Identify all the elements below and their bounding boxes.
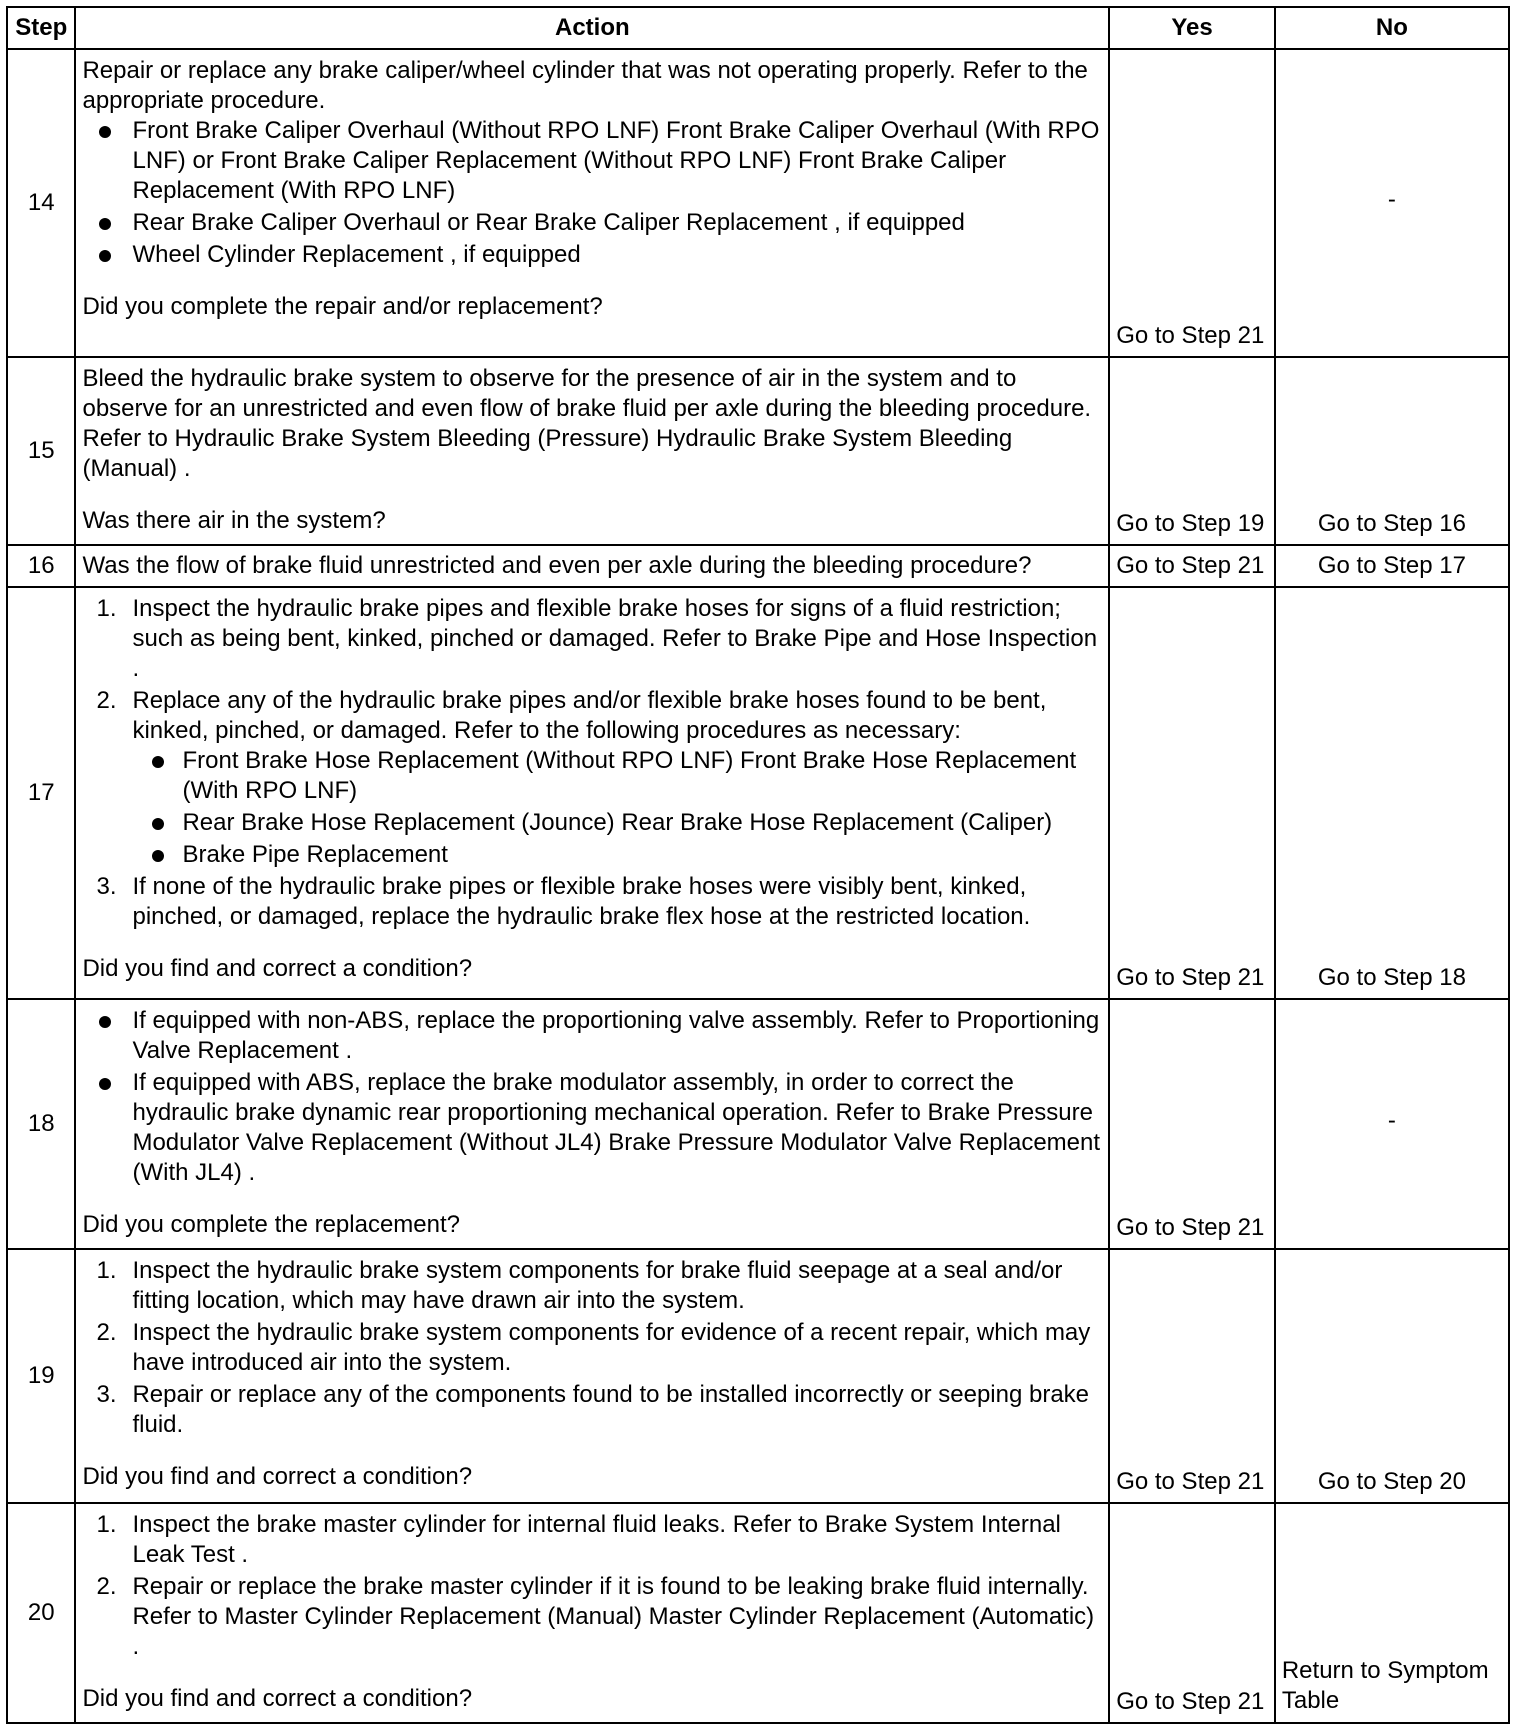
no-cell: Go to Step 20	[1275, 1249, 1509, 1503]
bullet-list	[82, 116, 1104, 270]
item-text: If none of the hydraulic brake pipes or flexible brake hoses were visibly bent, kinked, pinched, or damaged, replace the hydraulic brake flex hose at the restricted location.	[132, 873, 1031, 930]
header-action: Action	[75, 7, 1109, 49]
list-item	[96, 594, 1104, 684]
list-item	[96, 1510, 1104, 1570]
item-text: Inspect the hydraulic brake system components for brake fluid seepage at a seal and/or fitting location, which may have drawn air into the system.	[132, 1257, 1063, 1314]
action-question: Did you find and correct a condition?	[82, 1685, 473, 1712]
diagnostic-table-page	[6, 6, 1510, 1720]
item-text: Replace any of the hydraulic brake pipes and/or flexible brake hoses found to be bent, kinked, pinched, or damaged. Refer to the following procedures as necessary:	[132, 687, 1047, 744]
header-yes: Yes	[1109, 7, 1275, 49]
item-number: 2.	[96, 1573, 117, 1600]
header-row	[7, 7, 1509, 49]
item-number: 3.	[96, 873, 117, 900]
yes-cell: Go to Step 21	[1109, 587, 1275, 999]
action-intro: Repair or replace any brake caliper/wheel cylinder that was not operating properly. Refer to the appropriate procedure.	[82, 57, 1088, 114]
action-question: Did you find and correct a condition?	[82, 1463, 473, 1490]
header-no: No	[1275, 7, 1509, 49]
action-question: Did you complete the repair and/or replacement?	[82, 293, 603, 320]
yes-cell: Go to Step 21	[1109, 1503, 1275, 1723]
action-question: Was the flow of brake fluid unrestricted and even per axle during the bleeding procedure?	[82, 552, 1032, 579]
step-number: 14	[7, 49, 75, 357]
action-cell	[75, 357, 1109, 545]
list-item: Rear Brake Hose Replacement (Jounce) Rear Brake Hose Replacement (Caliper)	[182, 808, 1104, 838]
list-item: If equipped with non-ABS, replace the proportioning valve assembly. Refer to Proportioning Valve Replacement .	[132, 1006, 1104, 1066]
list-item: Front Brake Hose Replacement (Without RPO LNF) Front Brake Hose Replacement (With RPO LNF)	[182, 746, 1104, 806]
item-text: Repair or replace the brake master cylinder if it is found to be leaking brake fluid internally. Refer to Master Cylinder Replacement (Manual) Master Cylinder Replacement (Automatic) .	[132, 1573, 1095, 1660]
yes-cell: Go to Step 21	[1109, 999, 1275, 1249]
list-item: If equipped with ABS, replace the brake modulator assembly, in order to correct the hydraulic brake dynamic rear proportioning mechanical operation. Refer to Brake Pressure Modulator Valve Replacement (Without JL4) Brake Pressure Modulator Valve Replacement (With JL4) .	[132, 1068, 1104, 1188]
item-text: Inspect the hydraulic brake pipes and flexible brake hoses for signs of a fluid restriction; such as being bent, kinked, pinched or damaged. Refer to Brake Pipe and Hose Inspection .	[132, 595, 1098, 682]
action-intro: Bleed the hydraulic brake system to observe for the presence of air in the system and to observe for an unrestricted and even flow of brake fluid per axle during the bleeding procedure. Refer to Hydraulic Brake System Bleeding (Pressure) Hydraulic Brake System Bleeding (Manual) .	[82, 365, 1092, 482]
step-number: 16	[7, 545, 75, 587]
numbered-list	[82, 1256, 1104, 1440]
yes-cell: Go to Step 19	[1109, 357, 1275, 545]
table-row-step-20	[7, 1503, 1509, 1723]
numbered-list	[82, 594, 1104, 932]
no-cell: Go to Step 17	[1275, 545, 1509, 587]
no-cell: -	[1275, 999, 1509, 1249]
item-text: Inspect the hydraulic brake system components for evidence of a recent repair, which may have introduced air into the system.	[132, 1319, 1091, 1376]
yes-cell: Go to Step 21	[1109, 1249, 1275, 1503]
item-text: Inspect the brake master cylinder for internal fluid leaks. Refer to Brake System Internal Leak Test .	[132, 1511, 1061, 1568]
action-cell	[75, 49, 1109, 357]
step-number: 18	[7, 999, 75, 1249]
step-number: 19	[7, 1249, 75, 1503]
list-item	[96, 1380, 1104, 1440]
diagnostic-table	[6, 6, 1510, 1724]
action-question: Did you complete the replacement?	[82, 1211, 461, 1238]
table-row-step-15	[7, 357, 1509, 545]
table-row-step-14	[7, 49, 1509, 357]
list-item	[96, 872, 1104, 932]
item-number: 1.	[96, 595, 117, 622]
item-number: 1.	[96, 1511, 117, 1538]
list-item: Rear Brake Caliper Overhaul or Rear Brake Caliper Replacement , if equipped	[132, 208, 1104, 238]
step-number: 17	[7, 587, 75, 999]
header-step: Step	[7, 7, 75, 49]
action-cell	[75, 1249, 1109, 1503]
no-cell: Go to Step 18	[1275, 587, 1509, 999]
numbered-list	[82, 1510, 1104, 1662]
bullet-list	[82, 1006, 1104, 1188]
item-text: Repair or replace any of the components found to be installed incorrectly or seeping brake fluid.	[132, 1381, 1090, 1438]
item-number: 3.	[96, 1381, 117, 1408]
list-item: Brake Pipe Replacement	[182, 840, 1104, 870]
table-row-step-19	[7, 1249, 1509, 1503]
list-item	[96, 1572, 1104, 1662]
step-number: 20	[7, 1503, 75, 1723]
action-cell	[75, 545, 1109, 587]
list-item	[96, 1256, 1104, 1316]
action-question: Did you find and correct a condition?	[82, 955, 473, 982]
no-cell: -	[1275, 49, 1509, 357]
no-cell: Return to Symptom Table	[1275, 1503, 1509, 1723]
list-item	[96, 1318, 1104, 1378]
item-number: 1.	[96, 1257, 117, 1284]
list-item	[96, 686, 1104, 870]
yes-cell: Go to Step 21	[1109, 49, 1275, 357]
list-item: Front Brake Caliper Overhaul (Without RPO LNF) Front Brake Caliper Overhaul (With RPO LNF) or Front Brake Caliper Replacement (Without RPO LNF) Front Brake Caliper Replacement (With RPO LNF)	[132, 116, 1104, 206]
step-number: 15	[7, 357, 75, 545]
no-cell: Go to Step 16	[1275, 357, 1509, 545]
table-row-step-16	[7, 545, 1509, 587]
action-question: Was there air in the system?	[82, 507, 386, 534]
action-cell	[75, 1503, 1109, 1723]
item-number: 2.	[96, 687, 117, 714]
sub-bullet-list	[132, 746, 1104, 870]
action-cell	[75, 587, 1109, 999]
table-row-step-17	[7, 587, 1509, 999]
action-cell	[75, 999, 1109, 1249]
table-row-step-18	[7, 999, 1509, 1249]
item-number: 2.	[96, 1319, 117, 1346]
yes-cell: Go to Step 21	[1109, 545, 1275, 587]
list-item: Wheel Cylinder Replacement , if equipped	[132, 240, 1104, 270]
